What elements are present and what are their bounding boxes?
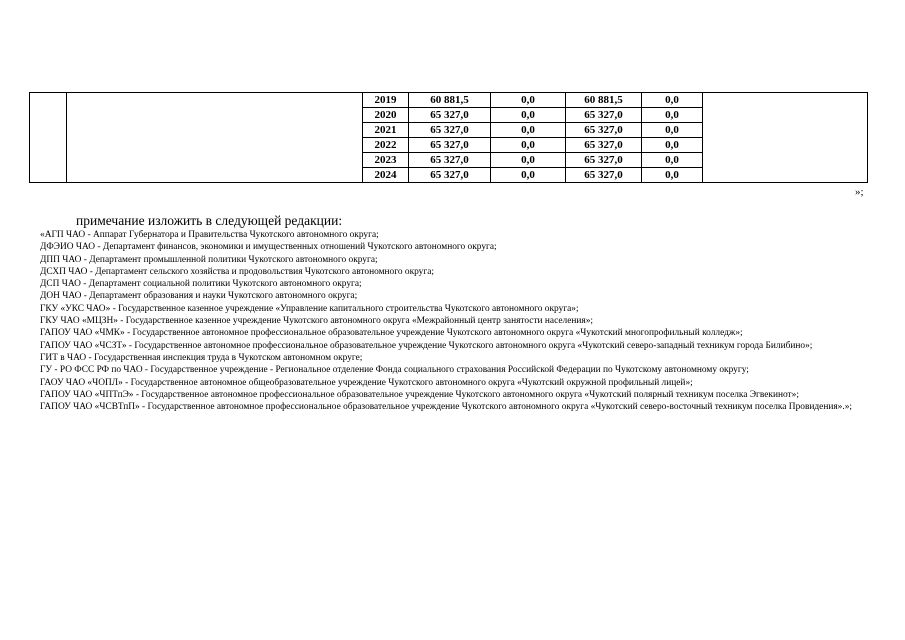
value-cell-2: 0,0 [491,138,566,153]
note-line: ГАПОУ ЧАО «ЧСЗТ» - Государственное автономное профессиональное образовательное учреждение Чукотского автономного округа «Чукотский северо-западный техникум города Билибино»; [40,340,813,351]
note-line: ГИТ в ЧАО - Государственная инспекция труда в Чукотском автономном округе; [40,352,363,363]
value-cell-2: 0,0 [491,123,566,138]
value-cell-4: 0,0 [642,123,703,138]
note-line: ГАПОУ ЧАО «ЧСВТпП» - Государственное автономное профессиональное образовательное учреждение Чукотского автономного округа «Чукотский северо-восточный техникум поселка Провидения».»; [40,402,852,413]
value-cell-1: 65 327,0 [409,153,491,168]
note-line: ГКУ «УКС ЧАО» - Государственное казенное учреждение «Управление капитального строительства Чукотского автономного округа»; [40,303,579,314]
value-cell-1: 60 881,5 [409,93,491,108]
value-cell-3: 65 327,0 [566,168,642,183]
value-cell-3: 65 327,0 [566,153,642,168]
notes-heading: примечание изложить в следующей редакции: [76,213,343,228]
year-cell: 2022 [363,138,409,153]
note-line: ГАОУ ЧАО «ЧОПЛ» - Государственное автономное общеобразовательное учреждение Чукотского автономного округа «Чукотский окружной профильный лицей»; [40,377,693,388]
note-line: ДСП ЧАО - Департамент социальной политики Чукотского автономного округа; [40,279,362,290]
value-cell-4: 0,0 [642,168,703,183]
value-cell-2: 0,0 [491,108,566,123]
value-cell-1: 65 327,0 [409,123,491,138]
closing-quote-mark: »; [855,186,864,198]
year-cell: 2019 [363,93,409,108]
note-line: ГКУ ЧАО «МЦЗН» - Государственное казенное учреждение Чукотского автономного округа «Межрайонный центр занятости населения»; [40,316,593,327]
year-cell: 2020 [363,108,409,123]
value-cell-4: 0,0 [642,108,703,123]
note-line: «АГП ЧАО - Аппарат Губернатора и Правительства Чукотского автономного округа; [40,230,379,240]
value-cell-4: 0,0 [642,153,703,168]
note-line: ДФЭИО ЧАО - Департамент финансов, экономики и имущественных отношений Чукотского автономного округа; [40,242,497,253]
blank-cell-2 [67,93,363,183]
value-cell-2: 0,0 [491,153,566,168]
note-line: ДОН ЧАО - Департамент образования и науки Чукотского автономного округа; [40,291,358,302]
year-cell: 2023 [363,153,409,168]
note-line: ГУ - РО ФСС РФ по ЧАО - Государственное учреждение - Региональное отделение Фонда социального страхования Российской Федерации по Чукотскому автономному округу; [40,365,749,376]
table-row [30,93,868,108]
value-cell-1: 65 327,0 [409,138,491,153]
note-line: ГАПОУ ЧАО «ЧПТпЭ» - Государственное автономное профессиональное образовательное учреждение Чукотского автономного округа «Чукотский полярный техникум поселка Эгвекинот»; [40,389,799,400]
notes-list [40,229,868,413]
blank-cell-1 [30,93,67,183]
value-cell-4: 0,0 [642,93,703,108]
blank-cell-3 [703,93,868,183]
year-cell: 2021 [363,123,409,138]
value-cell-2: 0,0 [491,93,566,108]
value-cell-1: 65 327,0 [409,108,491,123]
note-line: ДСХП ЧАО - Департамент сельского хозяйства и продовольствия Чукотского автономного округа; [40,266,434,277]
note-line: ГАПОУ ЧАО «ЧМК» - Государственное автономное профессиональное образовательное учреждение Чукотского автономного округа «Чукотский многопрофильный колледж»; [40,328,743,339]
year-cell: 2024 [363,168,409,183]
value-cell-1: 65 327,0 [409,168,491,183]
value-cell-3: 60 881,5 [566,93,642,108]
budget-table [29,92,868,183]
note-line: ДПП ЧАО - Департамент промышленной политики Чукотского автономного округа; [40,254,378,265]
value-cell-3: 65 327,0 [566,123,642,138]
value-cell-2: 0,0 [491,168,566,183]
value-cell-4: 0,0 [642,138,703,153]
value-cell-3: 65 327,0 [566,138,642,153]
value-cell-3: 65 327,0 [566,108,642,123]
notes-section [40,213,868,413]
